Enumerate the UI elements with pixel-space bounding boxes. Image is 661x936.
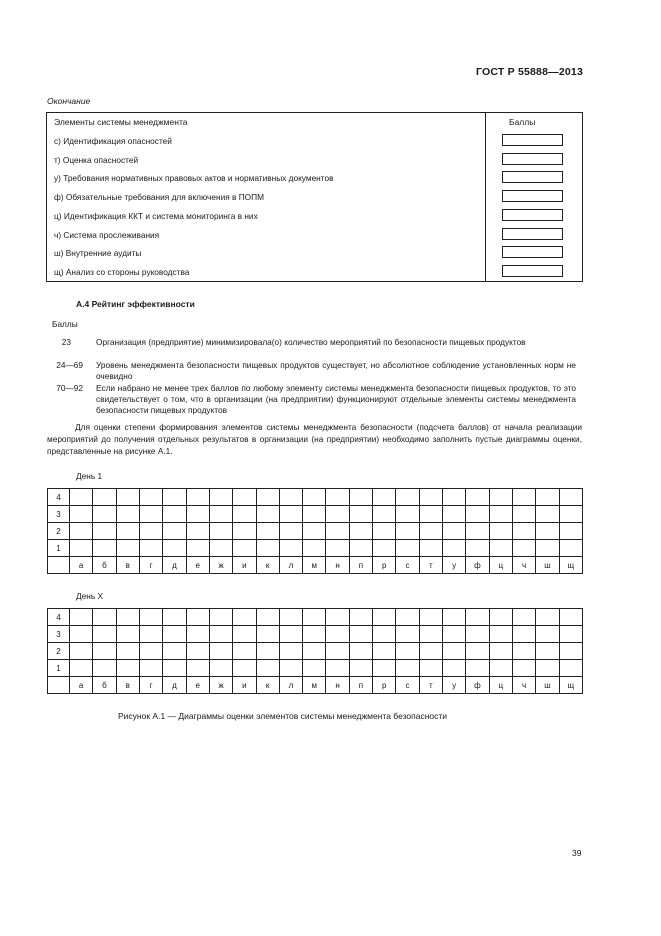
diagram-cell[interactable] <box>93 626 116 643</box>
diagram-cell[interactable] <box>233 540 256 557</box>
element-letter: а <box>70 677 93 694</box>
diagram-cell[interactable] <box>443 660 466 677</box>
diagram-cell[interactable] <box>466 660 489 677</box>
element-letter: ф <box>466 677 489 694</box>
rating-range: 24—69 <box>56 360 83 370</box>
diagram-cell[interactable] <box>256 540 279 557</box>
element-letter: г <box>139 557 162 574</box>
diagram-cell[interactable] <box>303 523 326 540</box>
corner-cell <box>48 557 70 574</box>
page-number: 39 <box>572 848 582 858</box>
score-box[interactable] <box>502 171 563 183</box>
diagram-cell[interactable] <box>209 660 232 677</box>
element-letter: г <box>139 677 162 694</box>
diagram-cell[interactable] <box>326 523 349 540</box>
element-letter: ш <box>536 677 559 694</box>
diagram-cell[interactable] <box>536 489 559 506</box>
diagram-cell[interactable] <box>443 489 466 506</box>
diagram-cell[interactable] <box>349 660 372 677</box>
section-title: А.4 Рейтинг эффективности <box>76 299 195 309</box>
diagram-cell[interactable] <box>443 540 466 557</box>
diagram-cell[interactable] <box>233 489 256 506</box>
element-letter: р <box>373 557 396 574</box>
diagram-cell[interactable] <box>163 523 186 540</box>
diagram-cell[interactable] <box>419 489 442 506</box>
diagram-cell[interactable] <box>512 540 535 557</box>
diagram-cell[interactable] <box>443 609 466 626</box>
diagram-row <box>48 540 583 557</box>
element-letter: н <box>326 677 349 694</box>
diagram-cell[interactable] <box>512 609 535 626</box>
diagram-cell[interactable] <box>233 660 256 677</box>
diagram-cell[interactable] <box>233 609 256 626</box>
element-letter: л <box>279 677 302 694</box>
diagram-cell[interactable] <box>373 626 396 643</box>
diagram-cell[interactable] <box>209 489 232 506</box>
score-level-label: 2 <box>48 643 70 660</box>
diagram-cell[interactable] <box>536 626 559 643</box>
diagram-title: День 1 <box>76 471 103 481</box>
diagram-cell[interactable] <box>443 523 466 540</box>
diagram-cell[interactable] <box>279 506 302 523</box>
score-level-label: 4 <box>48 609 70 626</box>
diagram-cell[interactable] <box>512 506 535 523</box>
diagram-row <box>48 489 583 506</box>
diagram-cell[interactable] <box>559 643 582 660</box>
diagram-cell[interactable] <box>303 643 326 660</box>
diagram-cell[interactable] <box>326 609 349 626</box>
diagram-cell[interactable] <box>443 626 466 643</box>
diagram-cell[interactable] <box>303 506 326 523</box>
standard-header: ГОСТ Р 55888—2013 <box>475 66 583 78</box>
element-letter: к <box>256 557 279 574</box>
diagram-cell[interactable] <box>116 609 139 626</box>
diagram-cell[interactable] <box>139 660 162 677</box>
score-box[interactable] <box>502 190 563 202</box>
element-letter: д <box>163 677 186 694</box>
diagram-cell[interactable] <box>209 609 232 626</box>
instruction-paragraph <box>47 421 582 457</box>
diagram-cell[interactable] <box>70 506 93 523</box>
diagram-cell[interactable] <box>489 609 512 626</box>
diagram-cell[interactable] <box>419 523 442 540</box>
diagram-cell[interactable] <box>349 523 372 540</box>
rating-description: Организация (предприятие) минимизировала(о) количество мероприятий по безопасности пищевых продуктов <box>96 337 526 347</box>
element-row: т) Оценка опасностей <box>54 155 139 165</box>
diagram-cell[interactable] <box>396 660 419 677</box>
diagram-cell[interactable] <box>70 489 93 506</box>
element-letter: у <box>443 557 466 574</box>
diagram-cell[interactable] <box>466 609 489 626</box>
element-letter: п <box>349 677 372 694</box>
diagram-cell[interactable] <box>396 489 419 506</box>
elements-table <box>46 112 583 282</box>
diagram-cell[interactable] <box>396 540 419 557</box>
diagram-cell[interactable] <box>489 523 512 540</box>
element-letter: н <box>326 557 349 574</box>
diagram-cell[interactable] <box>256 660 279 677</box>
diagram-cell[interactable] <box>373 609 396 626</box>
rating-description: Уровень менеджмента безопасности пищевых продуктов существует, но абсолютное соблюдение установленных норм не очевидно <box>96 360 576 381</box>
diagram-cell[interactable] <box>559 523 582 540</box>
element-row: щ) Анализ со стороны руководства <box>54 267 190 277</box>
diagram-cell[interactable] <box>489 643 512 660</box>
diagram-title: День Х <box>76 591 103 601</box>
diagram-cell[interactable] <box>303 489 326 506</box>
diagram-cell[interactable] <box>139 643 162 660</box>
diagram-cell[interactable] <box>209 626 232 643</box>
element-row: с) Идентификация опасностей <box>54 136 172 146</box>
diagram-cell[interactable] <box>559 609 582 626</box>
diagram-cell[interactable] <box>279 609 302 626</box>
diagram-cell[interactable] <box>326 626 349 643</box>
diagram-day-1 <box>47 488 583 574</box>
diagram-row <box>48 643 583 660</box>
diagram-cell[interactable] <box>209 540 232 557</box>
diagram-cell[interactable] <box>163 506 186 523</box>
diagram-cell[interactable] <box>186 523 209 540</box>
diagram-cell[interactable] <box>349 540 372 557</box>
element-letter: ш <box>536 557 559 574</box>
element-letter: м <box>303 557 326 574</box>
diagram-cell[interactable] <box>466 489 489 506</box>
element-letter: с <box>396 557 419 574</box>
score-level-label: 3 <box>48 506 70 523</box>
diagram-cell[interactable] <box>70 523 93 540</box>
diagram-letter-row <box>48 677 583 694</box>
diagram-cell[interactable] <box>256 643 279 660</box>
diagram-cell[interactable] <box>163 540 186 557</box>
diagram-cell[interactable] <box>303 609 326 626</box>
score-box[interactable] <box>502 209 563 221</box>
rating-range: 23 <box>61 337 71 347</box>
diagram-cell[interactable] <box>279 540 302 557</box>
diagram-cell[interactable] <box>186 540 209 557</box>
diagram-cell[interactable] <box>279 523 302 540</box>
diagram-cell[interactable] <box>279 660 302 677</box>
diagram-cell[interactable] <box>256 489 279 506</box>
diagram-cell[interactable] <box>466 643 489 660</box>
diagram-row <box>48 506 583 523</box>
diagram-cell[interactable] <box>186 609 209 626</box>
diagram-cell[interactable] <box>233 506 256 523</box>
diagram-cell[interactable] <box>512 660 535 677</box>
score-level-label: 3 <box>48 626 70 643</box>
diagram-cell[interactable] <box>489 506 512 523</box>
diagram-cell[interactable] <box>419 540 442 557</box>
diagram-cell[interactable] <box>326 540 349 557</box>
diagram-cell[interactable] <box>93 660 116 677</box>
diagram-cell[interactable] <box>139 626 162 643</box>
diagram-cell[interactable] <box>256 506 279 523</box>
diagram-cell[interactable] <box>70 626 93 643</box>
diagram-cell[interactable] <box>349 609 372 626</box>
rating-range: 70—92 <box>56 383 83 393</box>
element-letter: д <box>163 557 186 574</box>
element-letter: в <box>116 557 139 574</box>
element-letter: и <box>233 677 256 694</box>
diagram-cell[interactable] <box>466 506 489 523</box>
diagram-cell[interactable] <box>256 609 279 626</box>
diagram-cell[interactable] <box>163 489 186 506</box>
diagram-cell[interactable] <box>419 643 442 660</box>
scores-label: Баллы <box>52 319 78 329</box>
diagram-cell[interactable] <box>209 506 232 523</box>
diagram-cell[interactable] <box>116 506 139 523</box>
diagram-cell[interactable] <box>559 506 582 523</box>
element-letter: б <box>93 557 116 574</box>
diagram-cell[interactable] <box>326 643 349 660</box>
diagram-cell[interactable] <box>373 506 396 523</box>
diagram-row <box>48 523 583 540</box>
diagram-cell[interactable] <box>396 523 419 540</box>
score-box[interactable] <box>502 265 563 277</box>
diagram-cell[interactable] <box>163 609 186 626</box>
diagram-cell[interactable] <box>373 540 396 557</box>
score-box[interactable] <box>502 153 563 165</box>
diagram-cell[interactable] <box>559 489 582 506</box>
element-letter: ф <box>466 557 489 574</box>
diagram-letter-row <box>48 557 583 574</box>
corner-cell <box>48 677 70 694</box>
element-letter: ц <box>489 677 512 694</box>
diagram-cell[interactable] <box>163 660 186 677</box>
element-letter: ч <box>512 557 535 574</box>
element-letter: т <box>419 557 442 574</box>
diagram-row <box>48 660 583 677</box>
score-column-header: Баллы <box>509 117 536 127</box>
diagram-cell[interactable] <box>93 489 116 506</box>
diagram-cell[interactable] <box>93 506 116 523</box>
diagram-cell[interactable] <box>512 489 535 506</box>
diagram-cell[interactable] <box>93 609 116 626</box>
element-row: ш) Внутренние аудиты <box>54 248 142 258</box>
diagram-cell[interactable] <box>139 609 162 626</box>
diagram-cell[interactable] <box>256 523 279 540</box>
diagram-cell[interactable] <box>233 626 256 643</box>
diagram-cell[interactable] <box>303 540 326 557</box>
diagram-cell[interactable] <box>489 540 512 557</box>
diagram-cell[interactable] <box>489 660 512 677</box>
diagram-cell[interactable] <box>536 506 559 523</box>
diagram-cell[interactable] <box>116 540 139 557</box>
diagram-cell[interactable] <box>93 523 116 540</box>
diagram-cell[interactable] <box>303 660 326 677</box>
diagram-cell[interactable] <box>186 626 209 643</box>
diagram-cell[interactable] <box>559 540 582 557</box>
rating-description: Если набрано не менее трех баллов по любому элементу системы менеджмента безопасности пищевых продуктов, то это свидетельствует о том, что в организации (на предприятии) функционируют отдельные элементы системы менеджмента безопасности пищевых продуктов <box>96 383 576 415</box>
element-letter: к <box>256 677 279 694</box>
diagram-cell[interactable] <box>349 626 372 643</box>
element-letter: е <box>186 557 209 574</box>
instruction-text: Для оценки степени формирования элементов системы менеджмента безопасности (подсчета баллов) от начала реализации мероприятий до получения отдельных результатов в организации (на предприятии) необходимо заполнить пустые диаграммы оценки, представленные на рисунке А.1. <box>47 422 582 456</box>
diagram-cell[interactable] <box>466 523 489 540</box>
element-row: ч) Система прослеживания <box>54 230 160 240</box>
score-box[interactable] <box>502 228 563 240</box>
element-row: ц) Идентификация ККТ и система мониторинга в них <box>54 211 258 221</box>
diagram-cell[interactable] <box>536 523 559 540</box>
diagram-cell[interactable] <box>536 643 559 660</box>
diagram-cell[interactable] <box>233 523 256 540</box>
diagram-cell[interactable] <box>396 506 419 523</box>
diagram-cell[interactable] <box>186 489 209 506</box>
diagram-cell[interactable] <box>116 626 139 643</box>
diagram-cell[interactable] <box>326 660 349 677</box>
diagram-cell[interactable] <box>70 643 93 660</box>
diagram-cell[interactable] <box>256 626 279 643</box>
diagram-cell[interactable] <box>279 489 302 506</box>
score-level-label: 4 <box>48 489 70 506</box>
diagram-cell[interactable] <box>559 660 582 677</box>
score-level-label: 2 <box>48 523 70 540</box>
element-letter: щ <box>559 677 582 694</box>
diagram-cell[interactable] <box>279 643 302 660</box>
diagram-cell[interactable] <box>116 489 139 506</box>
element-letter: в <box>116 677 139 694</box>
element-letter: т <box>419 677 442 694</box>
diagram-cell[interactable] <box>116 660 139 677</box>
element-row: ф) Обязательные требования для включения в ПОПМ <box>54 192 265 202</box>
diagram-cell[interactable] <box>419 626 442 643</box>
diagram-cell[interactable] <box>186 660 209 677</box>
diagram-cell[interactable] <box>279 626 302 643</box>
diagram-cell[interactable] <box>373 643 396 660</box>
diagram-cell[interactable] <box>93 643 116 660</box>
elements-column-header: Элементы системы менеджмента <box>54 117 188 127</box>
diagram-cell[interactable] <box>419 609 442 626</box>
score-box[interactable] <box>502 134 563 146</box>
diagram-cell[interactable] <box>139 489 162 506</box>
diagram-cell[interactable] <box>93 540 116 557</box>
element-letter: м <box>303 677 326 694</box>
element-row: у) Требования нормативных правовых актов и нормативных документов <box>54 173 334 183</box>
element-letter: р <box>373 677 396 694</box>
diagram-cell[interactable] <box>186 506 209 523</box>
element-letter: ч <box>512 677 535 694</box>
element-letter: с <box>396 677 419 694</box>
diagram-cell[interactable] <box>163 643 186 660</box>
diagram-cell[interactable] <box>419 506 442 523</box>
diagram-cell[interactable] <box>70 660 93 677</box>
diagram-row <box>48 609 583 626</box>
element-letter: ж <box>209 677 232 694</box>
diagram-cell[interactable] <box>163 626 186 643</box>
diagram-cell[interactable] <box>489 626 512 643</box>
diagram-cell[interactable] <box>139 523 162 540</box>
element-letter: п <box>349 557 372 574</box>
table-divider <box>485 113 486 281</box>
diagram-cell[interactable] <box>373 489 396 506</box>
diagram-cell[interactable] <box>139 540 162 557</box>
diagram-cell[interactable] <box>349 643 372 660</box>
score-box[interactable] <box>502 246 563 258</box>
diagram-cell[interactable] <box>139 506 162 523</box>
diagram-cell[interactable] <box>233 643 256 660</box>
diagram-cell[interactable] <box>466 626 489 643</box>
diagram-cell[interactable] <box>512 626 535 643</box>
diagram-cell[interactable] <box>349 506 372 523</box>
diagram-cell[interactable] <box>70 540 93 557</box>
continuation-label: Окончание <box>47 96 91 106</box>
diagram-cell[interactable] <box>70 609 93 626</box>
element-letter: ц <box>489 557 512 574</box>
diagram-cell[interactable] <box>512 523 535 540</box>
diagram-cell[interactable] <box>116 523 139 540</box>
diagram-cell[interactable] <box>396 626 419 643</box>
element-letter: б <box>93 677 116 694</box>
element-letter: л <box>279 557 302 574</box>
element-letter: и <box>233 557 256 574</box>
diagram-cell[interactable] <box>209 643 232 660</box>
diagram-cell[interactable] <box>396 643 419 660</box>
diagram-row <box>48 626 583 643</box>
diagram-cell[interactable] <box>536 540 559 557</box>
element-letter: е <box>186 677 209 694</box>
diagram-cell[interactable] <box>443 506 466 523</box>
diagram-cell[interactable] <box>116 643 139 660</box>
element-letter: а <box>70 557 93 574</box>
diagram-day-x <box>47 608 583 694</box>
diagram-cell[interactable] <box>326 489 349 506</box>
diagram-cell[interactable] <box>326 506 349 523</box>
diagram-cell[interactable] <box>349 489 372 506</box>
element-letter: щ <box>559 557 582 574</box>
diagram-cell[interactable] <box>373 660 396 677</box>
element-letter: у <box>443 677 466 694</box>
score-level-label: 1 <box>48 540 70 557</box>
diagram-cell[interactable] <box>466 540 489 557</box>
diagram-cell[interactable] <box>209 523 232 540</box>
diagram-cell[interactable] <box>512 643 535 660</box>
diagram-cell[interactable] <box>303 626 326 643</box>
diagram-cell[interactable] <box>443 643 466 660</box>
diagram-cell[interactable] <box>373 523 396 540</box>
diagram-cell[interactable] <box>489 489 512 506</box>
figure-caption: Рисунок А.1 — Диаграммы оценки элементов системы менеджмента безопасности <box>118 711 448 721</box>
diagram-cell[interactable] <box>559 626 582 643</box>
diagram-cell[interactable] <box>419 660 442 677</box>
diagram-cell[interactable] <box>396 609 419 626</box>
diagram-cell[interactable] <box>536 609 559 626</box>
score-level-label: 1 <box>48 660 70 677</box>
diagram-cell[interactable] <box>536 660 559 677</box>
element-letter: ж <box>209 557 232 574</box>
diagram-cell[interactable] <box>186 643 209 660</box>
